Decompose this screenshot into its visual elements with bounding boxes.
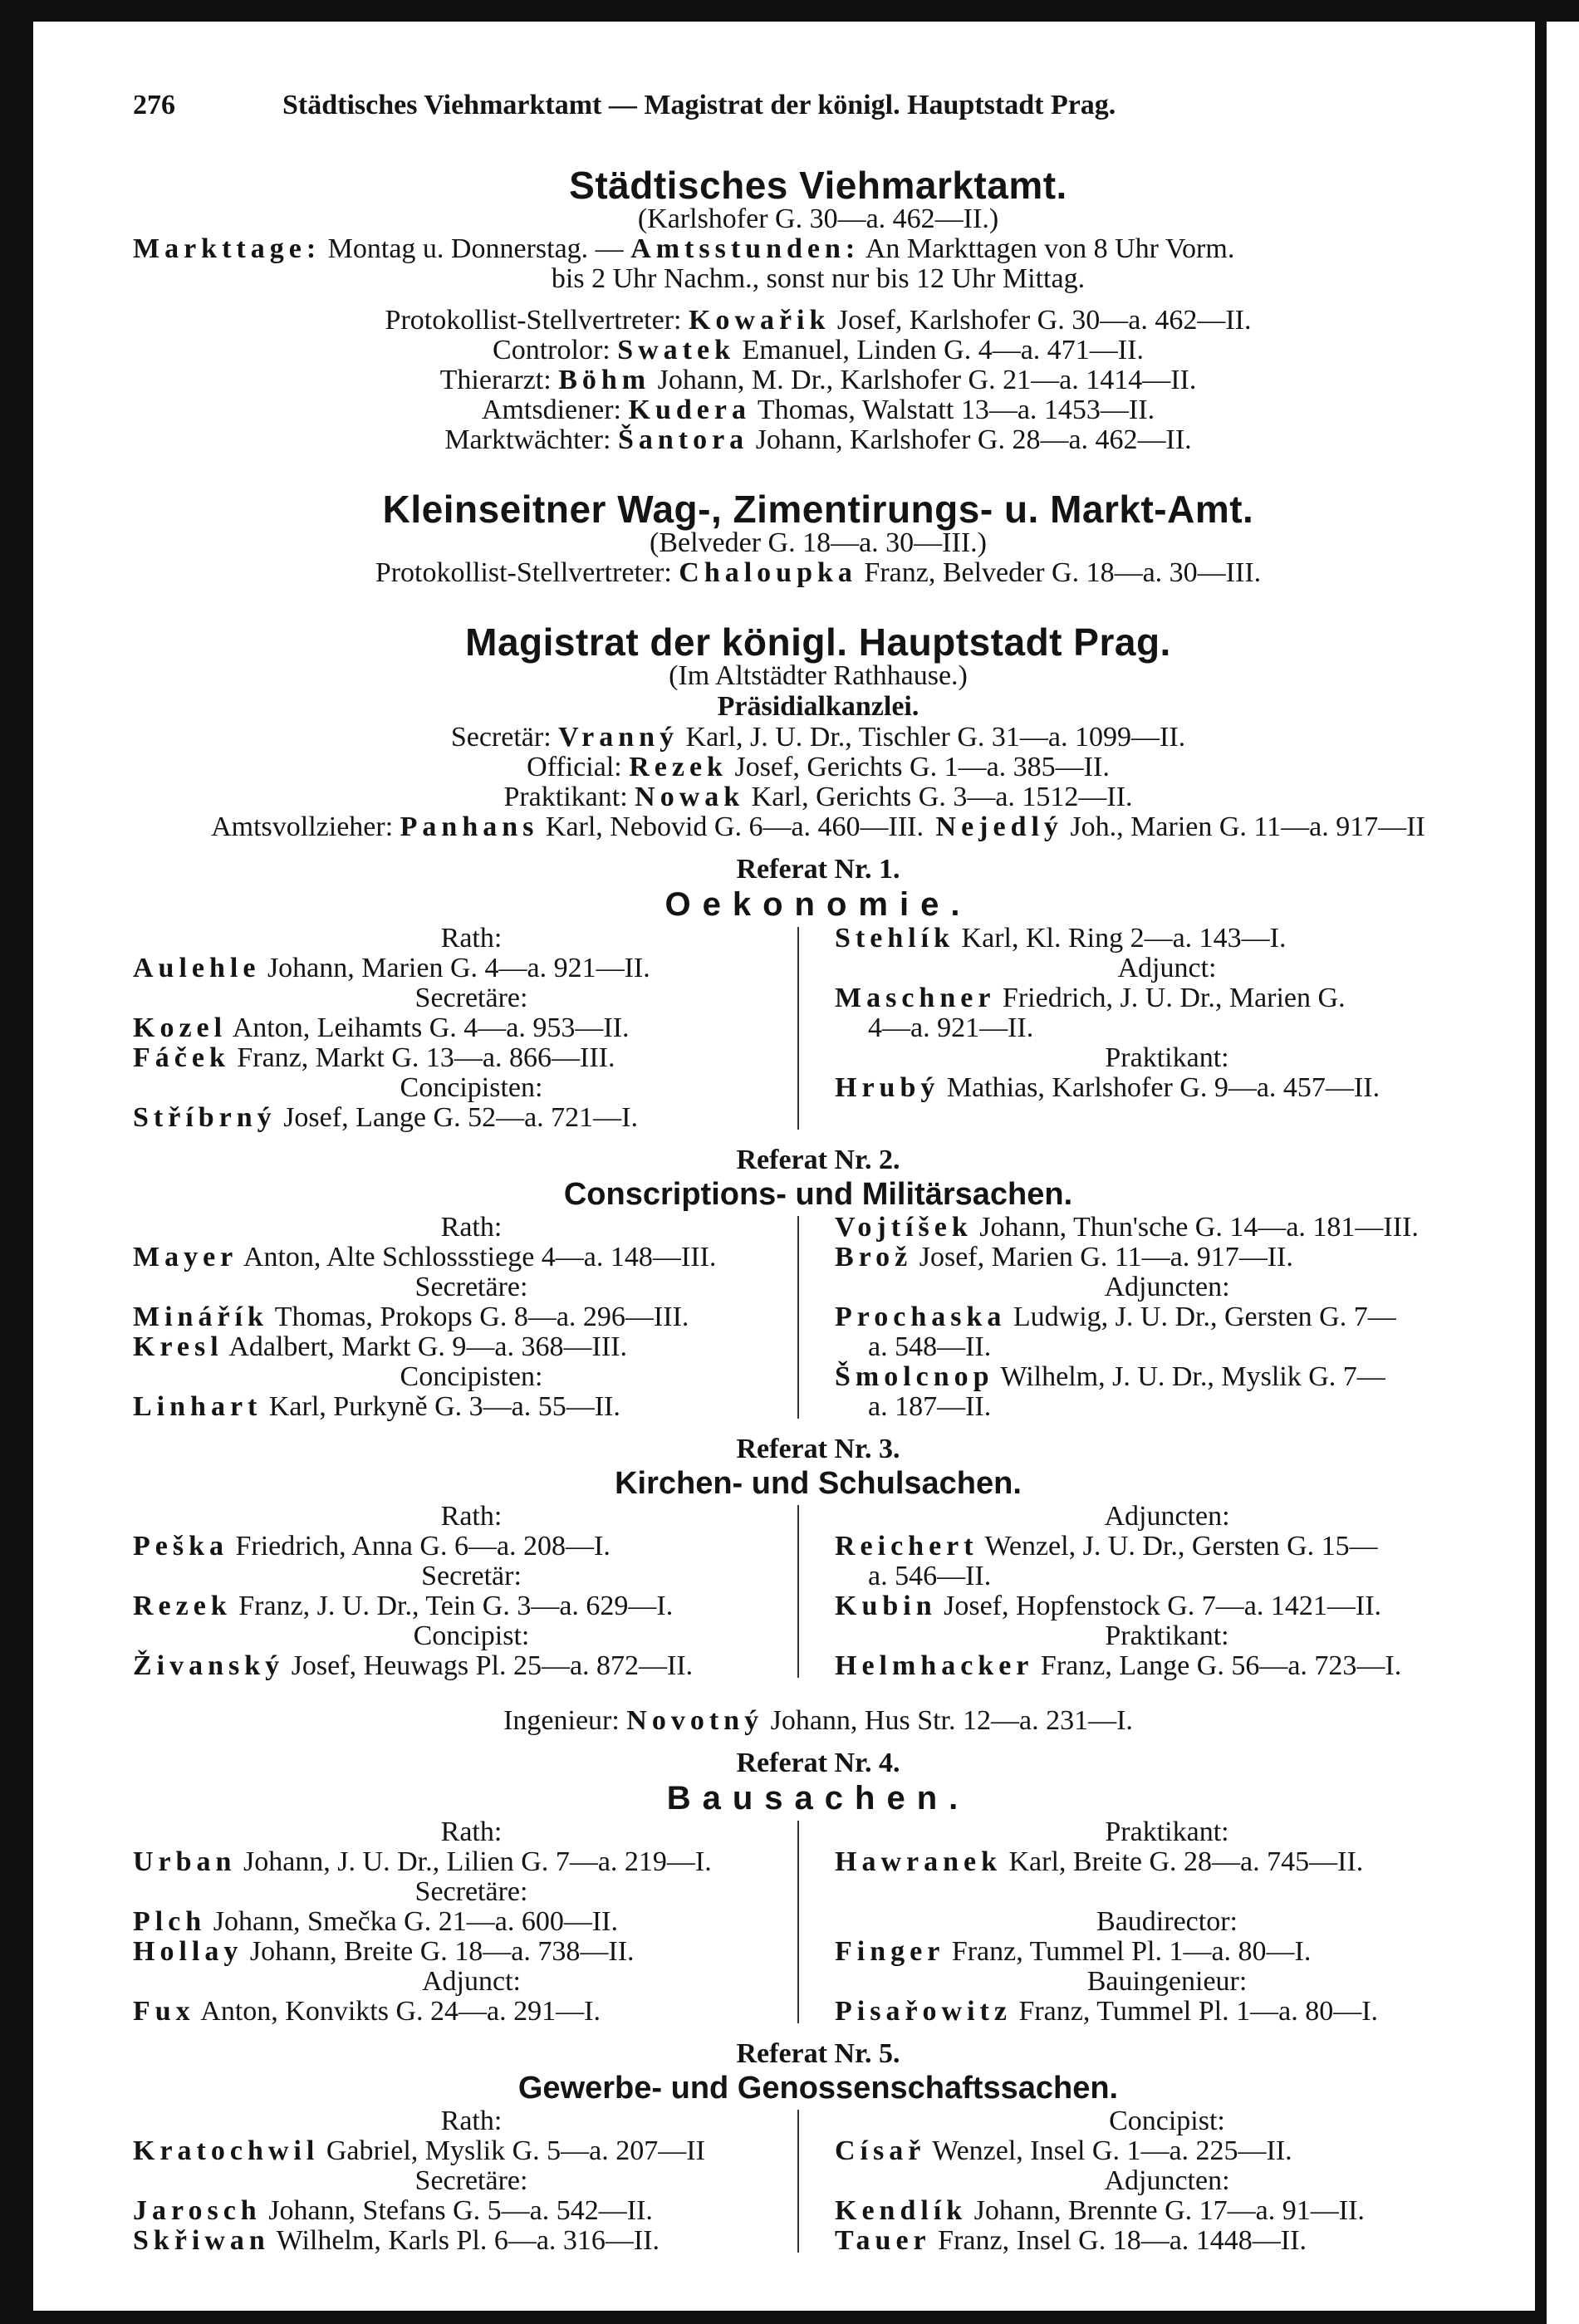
referat-heading: Referat Nr. 3.: [736, 1434, 900, 1464]
entry-continuation: a. 546—II.: [868, 1561, 992, 1591]
role-label: Rath:: [440, 1212, 503, 1243]
person-entry: [133, 1651, 810, 1681]
person-name: Maschner: [835, 983, 996, 1013]
person-name: Šmolcnop: [835, 1361, 994, 1392]
person-details: Josef, Lange G. 52—a. 721—I.: [276, 1102, 638, 1133]
person-details: Johann, Brennte G. 17—a. 91—II.: [967, 2195, 1365, 2226]
referat-heading: Referat Nr. 2.: [736, 1145, 900, 1175]
person-entry: [835, 1073, 1499, 1103]
person-details: Johann, J. U. Dr., Lilien G. 7—a. 219—I.: [236, 1846, 712, 1877]
person-entry: [835, 2226, 1499, 2256]
left-column: [133, 1213, 810, 1422]
column-divider: [797, 1505, 799, 1678]
person-entry: [133, 1243, 810, 1272]
person-name: Živanský: [133, 1650, 285, 1681]
person-details: Friedrich, Anna G. 6—a. 208—I.: [228, 1531, 611, 1562]
section-magistrat: [133, 620, 1503, 842]
staff-role: Amtsdiener:: [481, 395, 629, 425]
staff-details: Thomas, Walstatt 13—a. 1453—II.: [750, 395, 1155, 425]
person-name: Kendlík: [835, 2195, 968, 2226]
referate-list: [133, 854, 1503, 2268]
staff-details: Josef, Gerichts G. 1—a. 385—II.: [727, 752, 1110, 782]
person-name: Rezek: [133, 1591, 232, 1621]
staff-details: Joh., Marien G. 11—a. 917—II: [1062, 811, 1425, 842]
left-column: [133, 1817, 810, 2027]
person-name: Helmhacker: [835, 1650, 1034, 1681]
person-details: Josef, Hopfenstock G. 7—a. 1421—II.: [936, 1591, 1382, 1621]
person-name: Tauer: [835, 2225, 931, 2256]
column-divider: [797, 1216, 799, 1419]
role-label: Rath:: [440, 1817, 503, 1847]
section-address: (Belveder G. 18—a. 30—III.): [650, 527, 987, 558]
person-details: Mathias, Karlshofer G. 9—a. 457—II.: [939, 1072, 1380, 1103]
role-label: Praktikant:: [1105, 1817, 1229, 1847]
person-entry: [835, 1243, 1499, 1272]
person-name: Jarosch: [133, 2195, 262, 2226]
staff-name: Böhm: [558, 365, 651, 395]
staff-role: Protokollist-Stellvertreter:: [385, 305, 689, 336]
referat-heading: Referat Nr. 1.: [736, 854, 900, 885]
person-entry: [133, 1043, 810, 1073]
staff-role: Thierarzt:: [439, 365, 559, 395]
person-details: Franz, Markt G. 13—a. 866—III.: [229, 1042, 615, 1073]
staff-details: Johann, M. Dr., Karlshofer G. 21—a. 1414—II.: [650, 365, 1197, 395]
role-label: Adjunct:: [1117, 953, 1217, 983]
staff-line: [133, 753, 1503, 782]
person-name: Peška: [133, 1531, 228, 1562]
person-details: Johann, Smečka G. 21—a. 600—II.: [206, 1906, 618, 1937]
adjacent-page-edge: [1547, 22, 1579, 2324]
person-entry: [835, 1302, 1499, 1332]
person-entry: [835, 924, 1499, 954]
section-title: Kleinseitner Wag-, Zimentirungs- u. Markt-Amt.: [382, 488, 1254, 531]
staff-line: [133, 812, 1503, 842]
person-name: Kozel: [133, 1012, 228, 1043]
section-viehmarktamt: [133, 166, 1503, 455]
person-details: Karl, Breite G. 28—a. 745—II.: [1002, 1846, 1364, 1877]
person-name: Brož: [835, 1242, 913, 1272]
person-details: Karl, Purkyně G. 3—a. 55—II.: [262, 1391, 620, 1422]
staff-line: [133, 1706, 1503, 1736]
person-details: Karl, Kl. Ring 2—a. 143—I.: [954, 923, 1287, 954]
staff-details: Johann, Hus Str. 12—a. 231—I.: [763, 1705, 1133, 1736]
referat-title: Kirchen- und Schulsachen.: [615, 1466, 1022, 1501]
person-name: Hollay: [133, 1936, 243, 1967]
person-entry: [133, 1392, 810, 1422]
referat-title: Gewerbe- und Genossenschaftssachen.: [517, 2071, 1119, 2106]
person-entry: [835, 1213, 1499, 1243]
person-details: Gabriel, Myslik G. 5—a. 207—II: [319, 2135, 705, 2166]
person-entry: [835, 1532, 1499, 1562]
person-name: Kresl: [133, 1331, 223, 1362]
page-number: 276: [133, 90, 175, 120]
person-entry: [133, 2136, 810, 2166]
section-title: Städtisches Viehmarktamt.: [569, 164, 1067, 207]
left-column: [133, 1502, 810, 1681]
staff-line: [133, 425, 1503, 455]
person-details: Wilhelm, Karls Pl. 6—a. 316—II.: [269, 2225, 660, 2256]
role-label: Secretär:: [421, 1561, 522, 1591]
two-column-list: [133, 1817, 1503, 2027]
staff-name: Chaloupka: [679, 557, 857, 588]
person-details: Johann, Thun'sche G. 14—a. 181—III.: [972, 1212, 1419, 1243]
staff-name: Swatek: [617, 335, 736, 365]
person-details: Adalbert, Markt G. 9—a. 368—III.: [223, 1331, 627, 1362]
right-column: [810, 1213, 1499, 1422]
role-label: Baudirector:: [1096, 1906, 1238, 1937]
person-entry: [133, 2226, 810, 2256]
person-entry: [835, 1591, 1499, 1621]
running-header: [133, 91, 1503, 131]
referat-title: Oekonomie.: [664, 886, 972, 923]
person-details: Franz, Tummel Pl. 1—a. 80—I.: [1011, 1996, 1379, 2027]
person-name: Aulehle: [133, 953, 261, 983]
person-name: Prochaska: [835, 1302, 1007, 1332]
role-label: Praktikant:: [1105, 1620, 1229, 1651]
person-entry: [133, 1302, 810, 1332]
staff-line: [133, 782, 1503, 812]
person-details: Franz, Tummel Pl. 1—a. 80—I.: [944, 1936, 1312, 1967]
person-name: Linhart: [133, 1391, 262, 1422]
person-entry: [133, 1532, 810, 1562]
market-days: Montag u. Donnerstag. —: [327, 233, 624, 264]
running-title: Städtisches Viehmarktamt — Magistrat der königl. Hauptstadt Prag.: [282, 90, 1116, 120]
left-column: [133, 924, 810, 1133]
person-name: Hrubý: [835, 1072, 940, 1103]
person-details: Johann, Stefans G. 5—a. 542—II.: [261, 2195, 653, 2226]
role-label: Secretäre:: [414, 1272, 528, 1302]
person-name: Císař: [835, 2135, 926, 2166]
role-label: Concipist:: [1109, 2106, 1225, 2136]
person-details: Anton, Alte Schlossstiege 4—a. 148—III.: [238, 1242, 717, 1272]
column-divider: [797, 1821, 799, 2023]
entry-continuation: a. 187—II.: [868, 1391, 992, 1422]
person-details: Ludwig, J. U. Dr., Gersten G. 7—: [1006, 1302, 1396, 1332]
staff-details: Josef, Karlshofer G. 30—a. 462—II.: [830, 305, 1252, 336]
person-name: Stehlík: [835, 923, 955, 954]
person-entry: [133, 1013, 810, 1043]
staff-role: Secretär:: [450, 722, 559, 753]
referat-section: [133, 1434, 1503, 1748]
page-content: [133, 91, 1503, 2268]
staff-name: Nowak: [635, 782, 745, 812]
role-label: Rath:: [440, 923, 503, 954]
person-name: Reichert: [835, 1531, 978, 1562]
entry-continuation: a. 548—II.: [868, 1331, 992, 1362]
person-details: Wenzel, Insel G. 1—a. 225—II.: [925, 2135, 1292, 2166]
right-column: [810, 924, 1499, 1133]
person-name: Stříbrný: [133, 1102, 277, 1133]
person-entry: [133, 1937, 810, 1967]
staff-name: Nejedlý: [924, 811, 1063, 842]
staff-list: [133, 306, 1503, 455]
blank-line: [835, 1877, 1499, 1907]
role-label: Secretäre:: [414, 983, 528, 1013]
staff-line: [133, 336, 1503, 365]
staff-role: Amtsvollzieher:: [211, 811, 400, 842]
person-entry: [835, 1362, 1499, 1392]
two-column-list: [133, 1213, 1503, 1422]
person-details: Friedrich, J. U. Dr., Marien G.: [995, 983, 1346, 1013]
person-entry: [835, 1651, 1499, 1681]
person-entry: [133, 1907, 810, 1937]
section-location: (Im Altstädter Rathhause.): [669, 660, 968, 691]
person-details: Josef, Heuwags Pl. 25—a. 872—II.: [284, 1650, 694, 1681]
person-entry: [835, 1847, 1499, 1877]
right-column: [810, 2106, 1499, 2256]
right-column: [810, 1817, 1499, 2027]
staff-role: Official:: [527, 752, 630, 782]
person-name: Fáček: [133, 1042, 230, 1073]
hours-continued: bis 2 Uhr Nachm., sonst nur bis 12 Uhr Mittag.: [551, 263, 1086, 294]
staff-name: Kowařik: [688, 305, 831, 336]
person-details: Wenzel, J. U. Dr., Gersten G. 15—: [978, 1531, 1378, 1562]
role-label: Adjuncten:: [1104, 1272, 1230, 1302]
person-entry: [133, 1591, 810, 1621]
role-label: Concipisten:: [400, 1361, 543, 1392]
role-label: Secretäre:: [414, 2165, 528, 2196]
staff-name: Novotný: [626, 1705, 764, 1736]
role-label: Concipist:: [413, 1620, 530, 1651]
staff-name: Šantora: [617, 424, 749, 455]
staff-role: Praktikant:: [503, 782, 635, 812]
person-entry: [133, 954, 810, 983]
person-entry: [133, 1103, 810, 1133]
person-details: Johann, Breite G. 18—a. 738—II.: [243, 1936, 635, 1967]
person-details: Franz, Lange G. 56—a. 723—I.: [1033, 1650, 1402, 1681]
role-label: Rath:: [440, 2106, 503, 2136]
person-entry: [133, 1332, 810, 1362]
person-name: Skřiwan: [133, 2225, 270, 2256]
person-name: Fux: [133, 1996, 195, 2027]
referat-section: [133, 2038, 1503, 2268]
staff-role: Controlor:: [493, 335, 618, 365]
role-label: Bauingenieur:: [1086, 1966, 1248, 1997]
person-details: Johann, Marien G. 4—a. 921—II.: [260, 953, 650, 983]
subsection-heading: Präsidialkanzlei.: [717, 691, 919, 722]
referat-section: [133, 1748, 1503, 2038]
person-details: Franz, J. U. Dr., Tein G. 3—a. 629—I.: [231, 1591, 674, 1621]
person-details: Josef, Marien G. 11—a. 917—II.: [912, 1242, 1293, 1272]
left-column: [133, 2106, 810, 2256]
referat-section: [133, 1145, 1503, 1434]
staff-line: [133, 365, 1503, 395]
two-column-list: [133, 1502, 1503, 1681]
person-name: Hawranek: [835, 1846, 1002, 1877]
person-details: Anton, Leihamts G. 4—a. 953—II.: [227, 1012, 630, 1043]
staff-line: [133, 558, 1503, 588]
entry-continuation: 4—a. 921—II.: [868, 1012, 1034, 1043]
referat-section: [133, 854, 1503, 1145]
role-label: Concipisten:: [400, 1072, 543, 1103]
person-details: Thomas, Prokops G. 8—a. 296—III.: [267, 1302, 689, 1332]
person-name: Plch: [133, 1906, 207, 1937]
staff-line: [133, 306, 1503, 336]
person-entry: [835, 983, 1499, 1013]
section-title: Magistrat der königl. Hauptstadt Prag.: [465, 620, 1171, 664]
referat-title: Conscriptions- und Militärsachen.: [563, 1177, 1073, 1212]
person-entry: [133, 2196, 810, 2226]
staff-details: Karl, Gerichts G. 3—a. 1512—II.: [744, 782, 1133, 812]
referat-heading: Referat Nr. 4.: [736, 1748, 900, 1778]
staff-details: Johann, Karlshofer G. 28—a. 462—II.: [748, 424, 1192, 455]
person-entry: [835, 1997, 1499, 2027]
person-name: Mayer: [133, 1242, 238, 1272]
staff-name: Vranný: [558, 722, 679, 753]
role-label: Rath:: [440, 1501, 503, 1532]
staff-name: Rezek: [629, 752, 728, 782]
section-address: (Karlshofer G. 30—a. 462—II.): [637, 203, 999, 234]
staff-details: Karl, Nebovid G. 6—a. 460—III.: [538, 811, 924, 842]
person-entry: [835, 1937, 1499, 1967]
staff-line: [133, 723, 1503, 753]
role-label: Secretäre:: [414, 1876, 528, 1907]
person-entry: [835, 2136, 1499, 2166]
staff-details: Karl, J. U. Dr., Tischler G. 31—a. 1099—II.: [679, 722, 1186, 753]
column-divider: [797, 927, 799, 1130]
hours-label: Amtsstunden:: [630, 233, 861, 264]
staff-line: [133, 395, 1503, 425]
person-name: Pisařowitz: [835, 1996, 1012, 2027]
column-divider: [797, 2110, 799, 2253]
market-days-line: [133, 234, 1503, 264]
person-entry: [133, 1997, 810, 2027]
person-name: Vojtíšek: [835, 1212, 973, 1243]
staff-role: Protokollist-Stellvertreter:: [375, 557, 672, 588]
person-details: Wilhelm, J. U. Dr., Myslik G. 7—: [993, 1361, 1385, 1392]
person-entry: [835, 2196, 1499, 2226]
hours: An Markttagen von 8 Uhr Vorm.: [865, 233, 1235, 264]
person-name: Kratochwil: [133, 2135, 320, 2166]
referat-title: Bausachen.: [666, 1780, 970, 1817]
person-details: Anton, Konvikts G. 24—a. 291—I.: [194, 1996, 601, 2027]
staff-details: Emanuel, Linden G. 4—a. 471—II.: [735, 335, 1144, 365]
staff-name: Kudera: [628, 395, 751, 425]
person-name: Urban: [133, 1846, 237, 1877]
person-entry: [133, 1847, 810, 1877]
person-name: Finger: [835, 1936, 945, 1967]
staff-details: Franz, Belveder G. 18—a. 30—III.: [864, 557, 1262, 588]
role-label: Praktikant:: [1105, 1042, 1229, 1073]
two-column-list: [133, 924, 1503, 1133]
role-label: Adjuncten:: [1104, 2165, 1230, 2196]
staff-role: Marktwächter:: [444, 424, 618, 455]
two-column-list: [133, 2106, 1503, 2256]
staff-name: Panhans: [400, 811, 539, 842]
role-label: Adjuncten:: [1104, 1501, 1230, 1532]
right-column: [810, 1502, 1499, 1681]
role-label: Adjunct:: [422, 1966, 521, 1997]
person-details: Franz, Insel G. 18—a. 1448—II.: [930, 2225, 1307, 2256]
referat-heading: Referat Nr. 5.: [736, 2038, 900, 2069]
market-days-label: Markttage:: [133, 233, 321, 264]
person-name: Minářík: [133, 1302, 268, 1332]
staff-role: Ingenieur:: [503, 1705, 627, 1736]
section-kleinseitner: [133, 490, 1503, 588]
staff-list: [133, 723, 1503, 842]
person-name: Kubin: [835, 1591, 937, 1621]
